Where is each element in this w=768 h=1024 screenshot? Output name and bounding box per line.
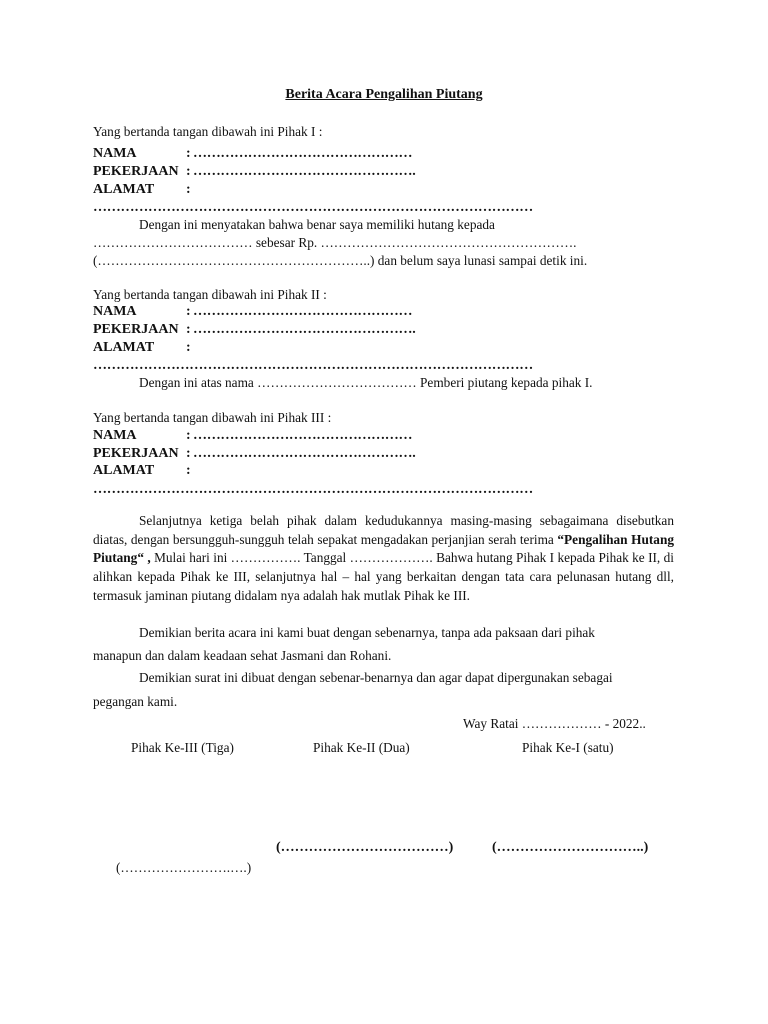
pihak3-pekerjaan-field: ………………………………………….	[193, 446, 416, 461]
pihak3-nama-field: …………………………………………	[193, 428, 413, 443]
declaration-paragraph-line2: manapun dan dalam keadaan sehat Jasmani dan Rohani.	[93, 648, 392, 663]
pihak1-pekerjaan-label: PEKERJAAN	[93, 164, 179, 179]
signature-label-pihak2: Pihak Ke-II (Dua)	[313, 740, 410, 755]
pihak2-pekerjaan-colon: :	[186, 322, 191, 337]
signature-label-pihak3: Pihak Ke-III (Tiga)	[131, 740, 234, 755]
pihak2-nama-field: …………………………………………	[193, 304, 413, 319]
pihak2-nama-colon: :	[186, 304, 191, 319]
pihak2-alamat-label: ALAMAT	[93, 340, 155, 355]
pihak2-alamat-colon: :	[186, 340, 191, 355]
declaration-paragraph-line1: Demikian berita acara ini kami buat dengan sebenarnya, tanpa ada paksaan dari pihak	[139, 625, 595, 640]
pihak3-alamat-label: ALAMAT	[93, 463, 155, 478]
pihak3-pekerjaan-colon: :	[186, 446, 191, 461]
pihak3-intro: Yang bertanda tangan dibawah ini Pihak III :	[93, 410, 332, 425]
agreement-paragraph	[93, 512, 674, 606]
agreement-paragraph-text-b: Mulai hari ini ……………. Tanggal ………………. Bahwa hutang Pihak I kepada Pihak ke II, di alihkan kepada Pihak ke III, selanjutnya hal – hal yang berkaitan dengan tata cara pelunasan hutang dll, termasuk jaminan piutang didalam nya adalah hak mutlak Pihak ke III.	[93, 550, 674, 603]
pihak1-nama-label: NAMA	[93, 146, 137, 161]
agreement-paragraph-text-a: Selanjutnya ketiga belah pihak dalam kedudukannya masing-masing sebagaimana disebutkan diatas, dengan bersungguh-sungguh telah sepakat mengadakan perjanjian serah terima	[93, 513, 674, 547]
closing-paragraph-line2: pegangan kami.	[93, 694, 178, 709]
pihak1-nama-colon: :	[186, 146, 191, 161]
signature-name-pihak2: (………………………………)	[276, 840, 454, 855]
pihak2-statement: Dengan ini atas nama ……………………………… Pemberi piutang kepada pihak I.	[139, 375, 593, 390]
pihak1-alamat-label: ALAMAT	[93, 182, 155, 197]
pihak2-intro: Yang bertanda tangan dibawah ini Pihak II :	[93, 287, 327, 302]
pihak1-intro: Yang bertanda tangan dibawah ini Pihak I :	[93, 124, 323, 139]
pihak1-alamat-field: ……………………………………………………………………………………	[93, 200, 533, 215]
pihak1-pekerjaan-colon: :	[186, 164, 191, 179]
pihak3-nama-colon: :	[186, 428, 191, 443]
pihak3-alamat-field: ……………………………………………………………………………………	[93, 482, 533, 497]
pihak3-pekerjaan-label: PEKERJAAN	[93, 446, 179, 461]
signature-name-pihak1: (…………………………..)	[492, 840, 649, 855]
pihak3-alamat-colon: :	[186, 463, 191, 478]
pihak3-nama-label: NAMA	[93, 428, 137, 443]
pihak1-alamat-colon: :	[186, 182, 191, 197]
pihak1-statement-line1: Dengan ini menyatakan bahwa benar saya memiliki hutang kepada	[139, 217, 495, 232]
signature-name-pihak3: (…………………….….)	[116, 860, 252, 875]
pihak2-pekerjaan-label: PEKERJAAN	[93, 322, 179, 337]
document-title: Berita Acara Pengalihan Piutang	[285, 87, 483, 102]
pihak1-nama-field: …………………………………………	[193, 146, 413, 161]
place-date: Way Ratai ……………… - 2022..	[463, 716, 646, 731]
pihak2-pekerjaan-field: ………………………………………….	[193, 322, 416, 337]
signature-label-pihak1: Pihak Ke-I (satu)	[522, 740, 614, 755]
pihak2-nama-label: NAMA	[93, 304, 137, 319]
closing-paragraph-line1: Demikian surat ini dibuat dengan sebenar-benarnya dan agar dapat dipergunakan sebagai	[139, 670, 613, 685]
pihak1-pekerjaan-field: ………………………………………….	[193, 164, 416, 179]
pihak2-alamat-field: ……………………………………………………………………………………	[93, 358, 533, 373]
pihak1-statement-line2: ……………………………… sebesar Rp. ………………………………………………….	[93, 235, 577, 250]
agreement-paragraph-bold: “Pengalihan Hutang Piutang“ ,	[93, 531, 674, 566]
pihak1-statement-line3: (……………………………………………………..) dan belum saya lunasi sampai detik ini.	[93, 253, 588, 268]
